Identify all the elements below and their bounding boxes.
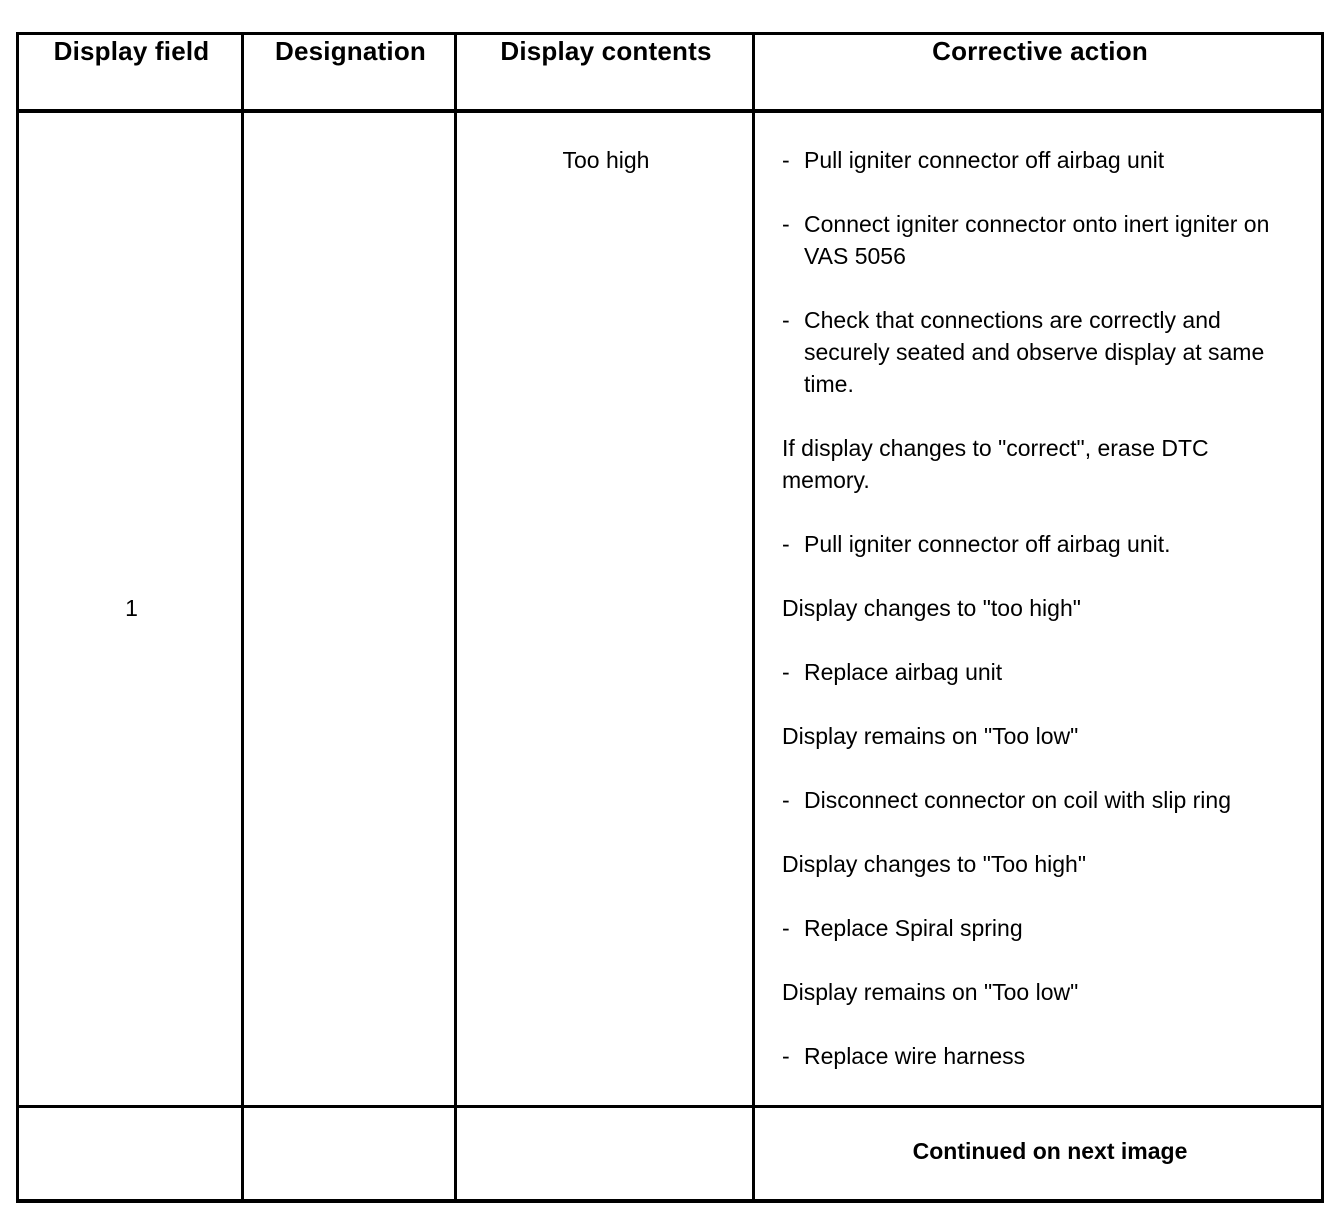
- bullet-dash: -: [782, 147, 790, 173]
- action-step-text: Replace wire harness: [804, 1043, 1026, 1069]
- action-step-text: Disconnect connector on coil with slip ring: [804, 787, 1231, 813]
- bullet-dash: -: [782, 1043, 790, 1069]
- action-step: [782, 1040, 1302, 1072]
- bullet-dash: -: [782, 531, 790, 557]
- action-step: [782, 656, 1302, 688]
- action-step: [782, 304, 1302, 400]
- action-step: [782, 912, 1302, 944]
- continued-note: Continued on next image: [912, 1138, 1188, 1164]
- action-condition: Display remains on "Too low": [782, 723, 1079, 749]
- header-corrective-action: Corrective action: [932, 36, 1148, 66]
- action-step-text: Check that connections are correctly and securely seated and observe display at same time.: [804, 307, 1271, 397]
- header-designation: Designation: [275, 36, 426, 66]
- action-step: [782, 144, 1302, 176]
- header-divider: [16, 109, 1324, 113]
- bullet-dash: -: [782, 915, 790, 941]
- footer-divider: [16, 1105, 1324, 1108]
- action-step-text: Pull igniter connector off airbag unit.: [804, 531, 1171, 557]
- action-condition: If display changes to "correct", erase DTC memory.: [782, 435, 1216, 493]
- column-divider-3: [752, 32, 755, 1203]
- action-step-text: Replace airbag unit: [804, 659, 1003, 685]
- action-step-text: Replace Spiral spring: [804, 915, 1023, 941]
- action-step-text: Pull igniter connector off airbag unit: [804, 147, 1165, 173]
- column-divider-2: [454, 32, 457, 1203]
- header-display-field: Display field: [53, 36, 210, 66]
- action-step: [782, 784, 1302, 816]
- display-field-value: 1: [125, 595, 138, 621]
- table-border-right: [1321, 32, 1324, 1203]
- bullet-dash: -: [782, 307, 790, 333]
- bullet-dash: -: [782, 211, 790, 237]
- bullet-dash: -: [782, 659, 790, 685]
- action-step: [782, 528, 1302, 560]
- header-display-contents: Display contents: [500, 36, 712, 66]
- bullet-dash: -: [782, 787, 790, 813]
- action-condition: Display changes to "Too high": [782, 851, 1087, 877]
- action-step-text: Connect igniter connector onto inert igniter on VAS 5056: [804, 211, 1276, 269]
- table-border-bottom: [16, 1199, 1324, 1203]
- action-step: [782, 208, 1302, 272]
- corrective-action-list: [782, 144, 1302, 1104]
- action-condition: Display changes to "too high": [782, 595, 1081, 621]
- action-condition: Display remains on "Too low": [782, 979, 1079, 1005]
- display-contents-value: Too high: [562, 147, 650, 173]
- table-border-top: [16, 32, 1324, 35]
